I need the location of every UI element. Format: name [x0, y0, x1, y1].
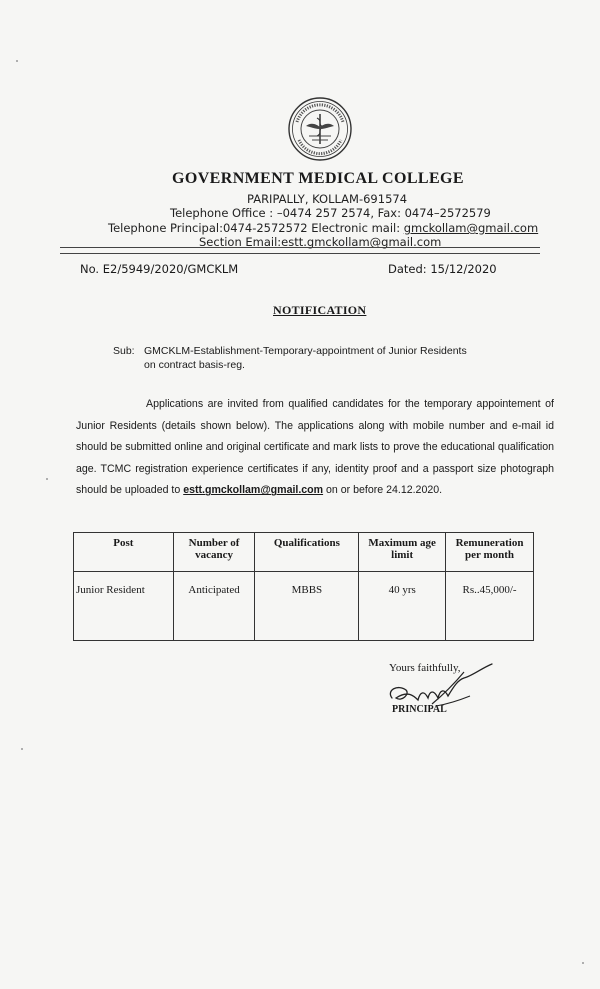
telephone-office: Telephone Office : –0474 257 2574, Fax: 0474–2572579 — [170, 206, 491, 220]
header-maximum-age-limit: Maximum age limit — [359, 533, 446, 572]
body-email-link[interactable]: estt.gmckollam@gmail.com — [183, 484, 324, 497]
cell-vacancy: Anticipated — [173, 572, 255, 641]
body-text-1: Applications are invited from qualified candidates for the temporary appointement of Junior Residents (details shown below). The applications along with mobile number and e-mail id should be submitted online and original certificate and mark lists to prove the educational qualification age. TCMC registration experience certificates if any, identity proof and a passport size photograph should be uploaded to — [76, 398, 554, 497]
header-qualifications: Qualifications — [255, 533, 359, 572]
yours-faithfully: Yours faithfully, — [389, 662, 461, 674]
subject-block — [113, 344, 467, 372]
table-row — [74, 572, 534, 641]
college-address: PARIPALLY, KOLLAM-691574 — [247, 192, 408, 206]
reference-number: No. E2/5949/2020/GMCKLM — [80, 262, 239, 276]
subject-label: Sub: — [113, 345, 135, 357]
scan-speck — [21, 748, 23, 750]
notification-title: NOTIFICATION — [273, 303, 367, 317]
scan-speck — [582, 962, 584, 964]
body-text-2: on or before 24.12.2020. — [323, 484, 443, 497]
cell-remuneration: Rs..45,000/- — [446, 572, 534, 641]
header-number-of-vacancy: Number of vacancy — [173, 533, 255, 572]
college-name: GOVERNMENT MEDICAL COLLEGE — [172, 170, 464, 187]
table-header-row — [74, 533, 534, 572]
cell-qualification: MBBS — [255, 572, 359, 641]
header-divider — [60, 247, 540, 254]
subject-line-1: GMCKLM-Establishment-Temporary-appointment of Junior Residents — [144, 345, 467, 357]
cell-age-limit: 40 yrs — [359, 572, 446, 641]
telephone-principal-line — [108, 221, 538, 235]
cell-post: Junior Resident — [74, 572, 174, 641]
subject-line-2: on contract basis-reg. — [144, 359, 245, 371]
scan-speck — [46, 478, 48, 480]
college-seal-icon — [287, 96, 353, 162]
principal-signature — [384, 660, 504, 732]
principal-designation: PRINCIPAL — [392, 704, 447, 715]
scan-speck — [16, 60, 18, 62]
notification-body — [76, 394, 554, 502]
vacancy-table — [73, 532, 534, 641]
reference-date: Dated: 15/12/2020 — [388, 262, 497, 276]
section-email: Section Email:estt.gmckollam@gmail.com — [199, 235, 442, 249]
telephone-principal: Telephone Principal:0474-2572572 Electronic mail: — [108, 221, 404, 235]
header-post: Post — [74, 533, 174, 572]
electronic-mail-link[interactable]: gmckollam@gmail.com — [403, 221, 539, 235]
header-remuneration: Remuneration per month — [446, 533, 534, 572]
